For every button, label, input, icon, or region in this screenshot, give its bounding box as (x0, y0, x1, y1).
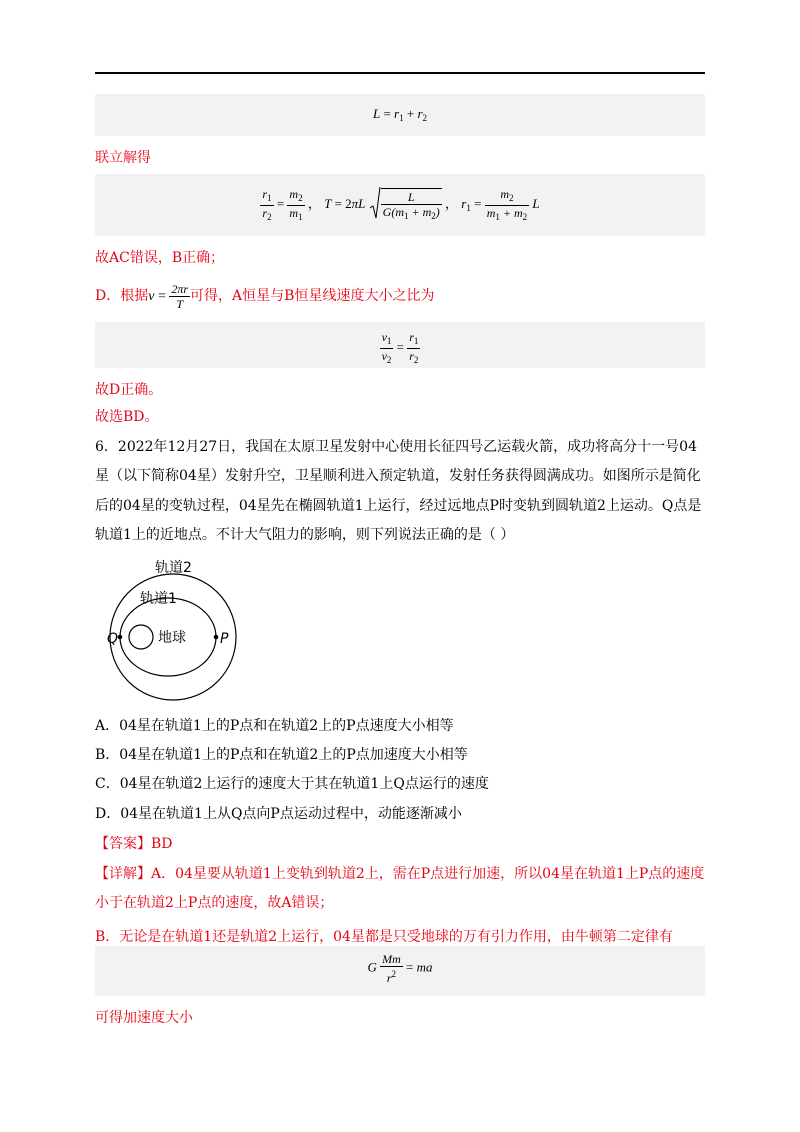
text-d-prefix: D．根据 (95, 288, 149, 304)
text-d-velocity: D．根据v = $\frac{2\pi r}{T}$ 可得，A恒星与B恒星线速度大小之比为 (95, 281, 435, 311)
equation-ratio: $\frac{v_1}{v_2}$ = $\frac{r_1}{r_2}$ (381, 330, 419, 365)
equation-result: $\frac{r_1}{r_2}$ = $\frac{m_2}{m_1}$ ， T = 2πL $\frac{L}{G(m_1 + m_2)}$ ， $r_1$ = $\frac{m_2}{m_1 + m_2}$ L (262, 186, 540, 222)
question-6: 6．2022年12月27日，我国在太原卫星发射中心使用长征四号乙运载火箭，成功将高分十一号04星（以下简称04星）发射升空，卫星顺利进入预定轨道，发射任务获得圆满成功。如图所示是简化后的04星的变轨过程，04星先在椭圆轨道1上运行，经过远地点P时变轨到圆轨道2上运动。Q点是轨道1上的近地点。不计大气阻力的影响，则下列说法正确的是（ ） (95, 439, 702, 544)
text-acceleration: 可得加速度大小 (95, 1010, 193, 1026)
label-point-q: Q (107, 631, 119, 647)
label-earth: 地球 (158, 630, 186, 646)
equation-box-gravity (95, 946, 705, 996)
option-b: B．04星在轨道1上的P点和在轨道2上的P点加速度大小相等 (95, 747, 468, 763)
equation-box-result (95, 174, 705, 236)
option-c: C．04星在轨道2上运行的速度大于其在轨道1上Q点运行的速度 (95, 776, 489, 792)
detail-a: 【详解】A．04星要从轨道1上变轨到轨道2上，需在P点进行加速，所以04星在轨道1上P点的速度小于在轨道2上P点的速度，故A错误； (95, 866, 705, 912)
header-rule (95, 72, 705, 74)
equation-box-L (95, 94, 705, 136)
point-q-dot (118, 635, 123, 640)
equation-gravity: G $\frac{Mm}{r^2}$ = ma (367, 952, 433, 985)
equation-L: $L = r_1 + r_2$ (372, 106, 428, 123)
text-d-correct: 故D正确。 (95, 382, 163, 398)
point-p-dot (214, 635, 219, 640)
earth-circle (129, 625, 153, 649)
sqrt-sign-icon (369, 186, 381, 220)
label-orbit-1: 轨道1 (140, 591, 177, 607)
orbit-diagram (95, 557, 245, 702)
option-d: D．04星在轨道1上从Q点向P点运动过程中，动能逐渐减小 (95, 806, 462, 822)
label-point-p: P (220, 631, 229, 647)
text-d-suffix: 可得，A恒星与B恒星线速度大小之比为 (190, 288, 435, 304)
text-choose-bd: 故选BD。 (95, 409, 159, 425)
equation-box-ratio (95, 322, 705, 368)
option-a: A．04星在轨道1上的P点和在轨道2上的P点速度大小相等 (95, 718, 454, 734)
text-ac-wrong: 故AC错误，B正确； (95, 250, 225, 266)
detail-b: B．无论是在轨道1还是轨道2上运行，04星都是只受地球的万有引力作用，由牛顿第二定律有 (95, 929, 673, 945)
answer: 【答案】BD (95, 836, 173, 852)
label-orbit-2: 轨道2 (155, 560, 192, 576)
text-joint-solve: 联立解得 (95, 150, 151, 166)
